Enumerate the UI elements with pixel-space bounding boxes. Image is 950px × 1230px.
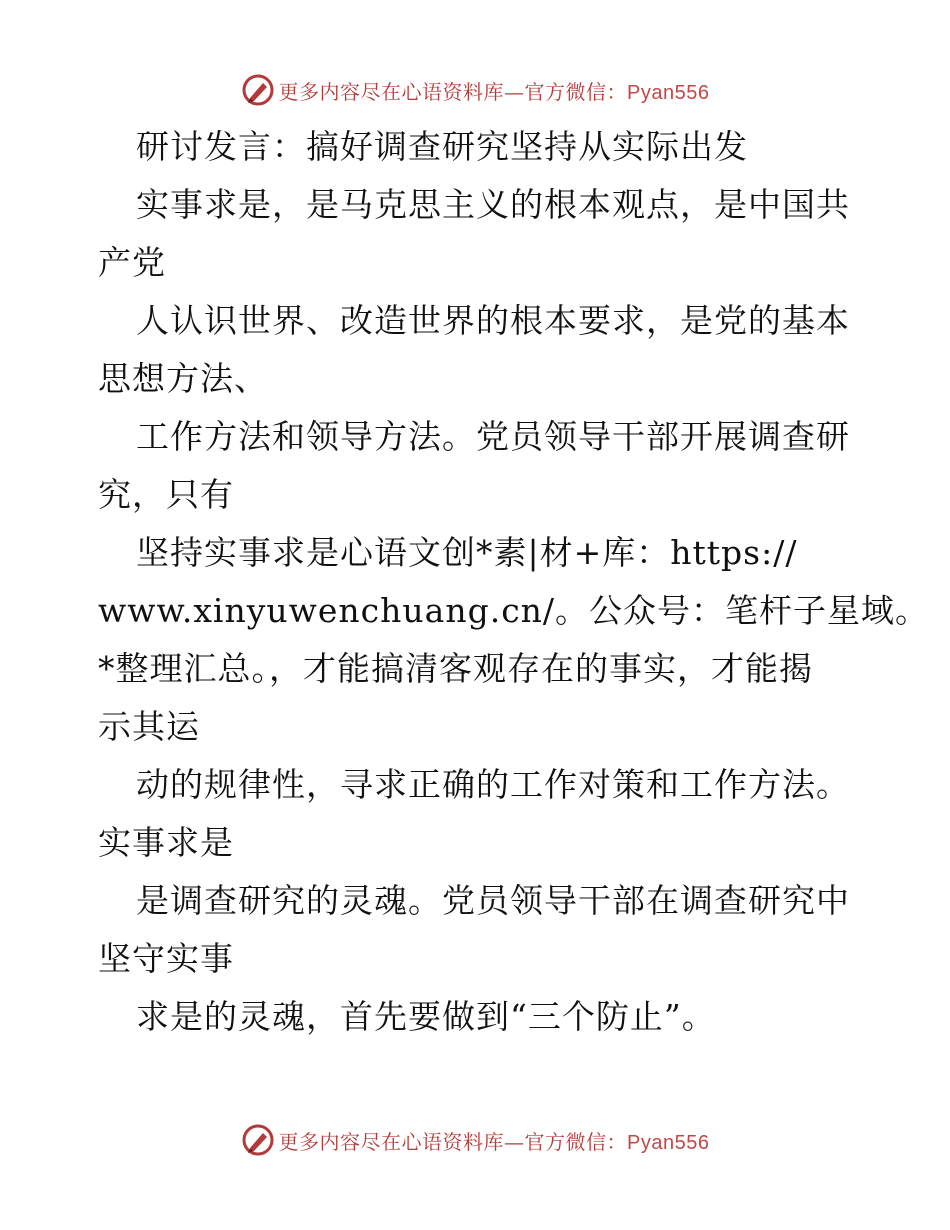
text-line: 求是的灵魂，首先要做到“三个防止”。 (136, 997, 716, 1036)
footer-banner (0, 1120, 950, 1160)
header-banner (0, 70, 950, 110)
banner-text: 更多内容尽在心语资料库—官方微信：Pyan556 (278, 1129, 710, 1154)
text-line-url: www.xinyuwenchuang.cn/。公众号：笔杆子星域。 (98, 591, 930, 630)
pen-logo-icon (241, 73, 275, 107)
document-body (98, 118, 930, 1046)
text-line: 是调查研究的灵魂。党员领导干部在调查研究中 (136, 881, 850, 920)
text-line: 思想方法、 (98, 359, 268, 398)
text-line: 实事求是 (98, 823, 234, 862)
text-line: *整理汇总。，才能搞清客观存在的事实，才能揭 (98, 649, 813, 688)
text-line: 坚持实事求是心语文创*素|材+库：https:// (136, 533, 798, 572)
pen-logo-icon (241, 1123, 275, 1157)
text-line: 示其运 (98, 707, 200, 746)
text-line: 工作方法和领导方法。党员领导干部开展调查研 (136, 417, 850, 456)
document-title: 研讨发言：搞好调查研究坚持从实际出发 (136, 127, 748, 166)
text-line: 究，只有 (98, 475, 234, 514)
banner-text: 更多内容尽在心语资料库—官方微信：Pyan556 (278, 79, 710, 104)
text-line: 坚守实事 (98, 939, 234, 978)
text-line: 产党 (98, 243, 166, 282)
text-line: 实事求是，是马克思主义的根本观点，是中国共 (136, 185, 850, 224)
text-line: 动的规律性，寻求正确的工作对策和工作方法。 (136, 765, 850, 804)
text-line: 人认识世界、改造世界的根本要求，是党的基本 (136, 301, 850, 340)
